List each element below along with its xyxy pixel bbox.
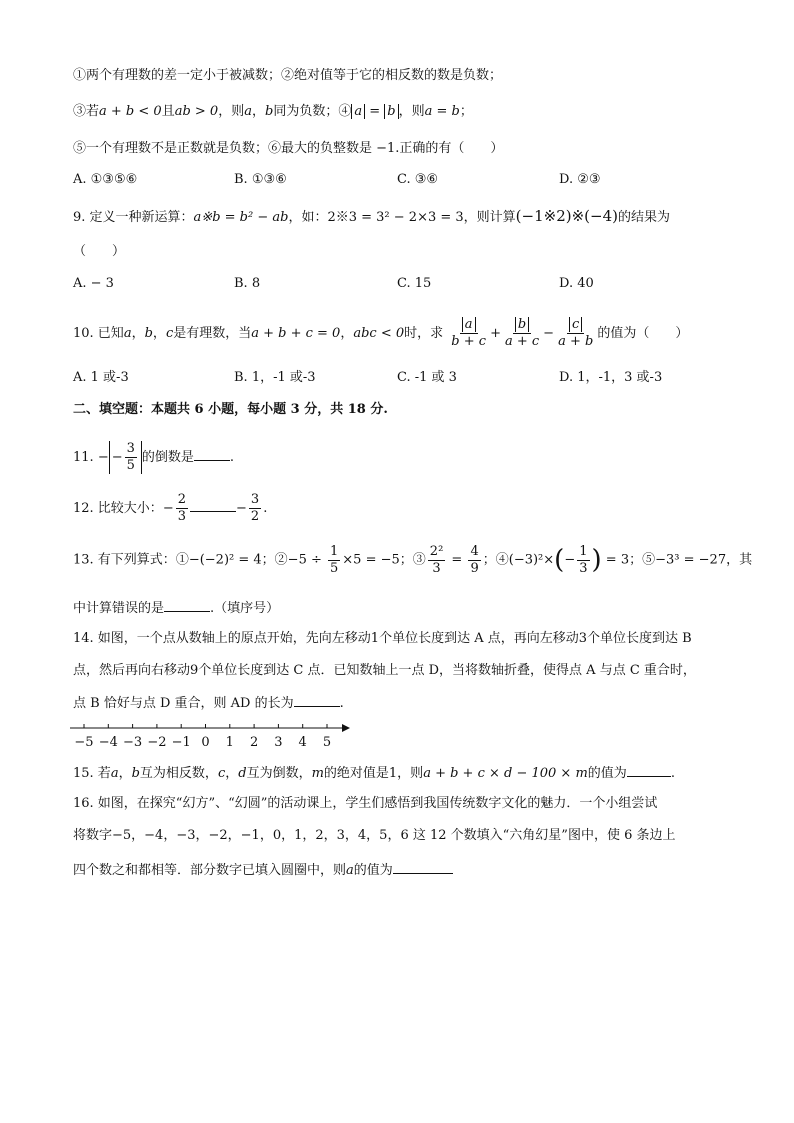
q13-fraction [428, 544, 445, 577]
q13-text: .（填序号） [210, 601, 280, 616]
section-heading: 二、填空题：本题共 6 小题，每小题 3 分，共 18 分. [73, 402, 388, 417]
q10-frac-den: a + b [558, 334, 594, 349]
q11-fraction [125, 441, 137, 474]
q15-var: c [217, 766, 226, 781]
q8-expr: a + b < 0 [99, 104, 162, 119]
q8-text: ； [459, 104, 473, 119]
q15-var: d [238, 766, 247, 781]
q10-frac-den: b + c [451, 334, 487, 349]
q13-paren-open: ( [554, 545, 565, 575]
q10-var: c [165, 326, 174, 341]
q16-line-2: 将数字−5，−4，−3，−2，−1，0，1，2，3，4，5，6 这 12 个数填入“六角幻星”图中，使 6 条边上 [73, 828, 676, 843]
q16-var: a [346, 863, 354, 878]
q15-text: 15. 若 [73, 766, 111, 781]
q13-text: ； [261, 552, 275, 568]
number-line-label: −5 [74, 735, 94, 750]
q12-line [73, 491, 267, 527]
q13-frac-num: 1 [330, 543, 339, 559]
q15-text: 互为倒数， [246, 766, 312, 781]
q10-line-1 [73, 316, 688, 352]
q15-line [73, 762, 675, 784]
q13-frac-num: 4 [470, 543, 479, 559]
q8-options [73, 170, 733, 190]
q12-answer-blank[interactable] [190, 497, 236, 512]
q11-text: 的倒数是 [141, 450, 194, 465]
q12-text: . [263, 501, 268, 516]
q13-frac-den: 9 [470, 560, 479, 576]
q15-text: . [670, 766, 675, 781]
q12-text: 12. 比较大小： [73, 501, 163, 516]
q16-text: 四个数之和都相等．部分数字已填入圆圈中，则 [73, 863, 347, 878]
q8-text: ，则 [398, 104, 425, 119]
q14-line-2: 点，然后再向右移动9个单位长度到达 C 点．已知数轴上一点 D，当将数轴折叠，使得点 A 与点 C 重合时， [73, 663, 696, 678]
q10-op: − [543, 326, 555, 341]
q9-example: 2※3 = 3² − 2×3 = 3 [327, 210, 464, 225]
q9-line-1 [73, 206, 670, 228]
q8-line-1: ①两个有理数的差一定小于被减数；②绝对值等于它的相反数的数是负数； [73, 68, 503, 83]
option-d: D. ②③ [559, 172, 601, 187]
q15-answer-blank[interactable] [627, 762, 671, 777]
q8-text: ，则 [218, 104, 245, 119]
q13-text: 中计算错误的是 [73, 601, 165, 616]
q10-fraction-2 [503, 317, 541, 350]
q11-text: 11. [73, 450, 98, 465]
q10-fraction-1 [449, 317, 488, 350]
q13-expr-3: = [447, 552, 467, 568]
q10-fraction-3 [556, 317, 595, 350]
option-a: A. 1 或-3 [73, 370, 129, 385]
q13-fraction [577, 544, 589, 577]
q16-line-3 [73, 859, 453, 881]
q13-expr-4: = 3 [601, 552, 630, 568]
q8-text: = [365, 104, 385, 119]
q13-text: ； [482, 552, 496, 568]
q10-text: ， [131, 326, 145, 341]
q10-text: 的值为（ ） [597, 326, 689, 341]
q8-var: b [265, 104, 274, 119]
option-b: B. 1，-1 或-3 [234, 370, 316, 385]
q11-line [73, 438, 234, 478]
q13-fraction [328, 544, 340, 577]
q13-expr-4: ④(−3)²× [495, 552, 555, 568]
number-line-label: 5 [322, 735, 332, 750]
q13-frac-num: 2² [429, 543, 444, 559]
q10-options [73, 368, 733, 388]
q13-line-2 [73, 597, 279, 619]
q13-expr-2: ×5 = −5 [342, 552, 400, 568]
q15-text: ， [118, 766, 132, 781]
q9-text: 的结果为 [617, 210, 670, 225]
option-d: D. 1，-1，3 或-3 [559, 370, 663, 385]
q10-text: ， [340, 326, 354, 341]
q14-answer-blank[interactable] [294, 692, 340, 707]
number-line-label: 1 [225, 735, 234, 750]
q15-text: 的值为 [587, 766, 627, 781]
number-line-figure [70, 716, 350, 752]
option-c: C. 15 [397, 276, 432, 291]
q8-text: ③若 [73, 104, 100, 119]
q12-frac-den: 3 [177, 509, 186, 524]
q12-frac-num: 3 [250, 492, 260, 507]
q13-fraction [468, 544, 480, 577]
q8-expr: a = b [424, 104, 460, 119]
q10-op: + [490, 326, 501, 341]
q9-text: ，如： [288, 210, 328, 225]
q15-var: b [131, 766, 140, 781]
q10-frac-num: a [462, 317, 476, 332]
q8-abs: b [384, 104, 398, 119]
q9-calc: (−1※2)※(−4) [515, 207, 618, 225]
q8-line-3: ⑤一个有理数不是正数就是负数；⑥最大的负整数是 −1.正确的有（ ） [73, 141, 504, 156]
q10-text: 时，求 [404, 326, 444, 341]
q13-frac-den: 5 [330, 560, 339, 576]
q13-text: ； [399, 552, 413, 568]
q11-inner-neg: − [111, 450, 123, 465]
q13-paren-close: ) [591, 545, 602, 575]
number-line-label: −1 [171, 735, 191, 750]
q15-expr: a + b + c × d − 100 × m [423, 766, 588, 781]
q11-frac-den: 5 [126, 458, 135, 473]
option-a: A. ①③⑤⑥ [73, 172, 138, 187]
q13-expr-1: ①−(−2)² = 4 [175, 552, 262, 568]
q13-expr-2: ②−5 ÷ [274, 552, 326, 568]
q9-definition: a※b = b² − ab [193, 210, 289, 225]
number-line-arrow-icon [342, 724, 350, 732]
q15-var: a [110, 766, 119, 781]
q8-abs: a [351, 104, 365, 119]
q15-text: 互为相反数， [139, 766, 218, 781]
q8-var: a [244, 104, 252, 119]
q8-text: 同为负数；④ [273, 104, 352, 119]
q9-options [73, 274, 733, 294]
q13-text: ； [629, 552, 643, 568]
q14-text: 点 B 恰好与点 D 重合，则 AD 的长为 [73, 696, 294, 711]
q16-answer-blank[interactable] [393, 859, 453, 874]
q10-var: a [123, 326, 132, 341]
option-b: B. 8 [234, 276, 261, 291]
number-line-label: −3 [123, 735, 143, 750]
q12-frac-num: 2 [177, 492, 186, 507]
q14-line-3 [73, 692, 344, 714]
q12-neg: − [236, 501, 247, 516]
q11-neg: − [97, 450, 109, 465]
q14-line-1: 14. 如图，一个点从数轴上的原点开始，先向左移动1个单位长度到达 A 点，再向左移动3个单位长度到达 B [73, 631, 692, 646]
q13-answer-blank[interactable] [164, 597, 210, 612]
q12-fraction-2 [249, 492, 261, 525]
q13-expr-3: ③ [412, 552, 426, 568]
q10-var: b [144, 326, 153, 341]
q12-neg: − [162, 501, 174, 516]
q12-frac-den: 2 [250, 509, 260, 524]
q14-text: . [339, 696, 344, 711]
number-line-label: −2 [147, 735, 167, 750]
q13-line-1 [73, 540, 752, 581]
q10-text: ， [152, 326, 166, 341]
q16-text: 的值为 [353, 863, 393, 878]
q8-expr: ab > 0 [174, 104, 219, 119]
q13-frac-den: 3 [579, 560, 588, 576]
number-line-label: 0 [201, 735, 210, 750]
q13-frac-den: 3 [432, 560, 441, 576]
option-a: A. − 3 [73, 276, 114, 291]
q13-frac-num: 1 [579, 543, 588, 559]
number-line-label: 4 [298, 735, 307, 750]
q13-text: ，其 [726, 552, 753, 568]
q11-frac-num: 3 [126, 441, 135, 456]
q15-text: ， [225, 766, 239, 781]
q11-abs [109, 441, 142, 474]
number-line-label: 2 [249, 735, 259, 750]
number-line-label: −4 [98, 735, 118, 750]
q10-cond: a + b + c = 0 [251, 326, 341, 341]
number-line-label: 3 [274, 735, 283, 750]
q13-text: 13. 有下列算式： [73, 552, 176, 568]
q16-line-1: 16. 如图，在探究“幻方”、“幻圆”的活动课上，学生们感悟到我国传统数字文化的魅力．一个小组尝试 [73, 796, 658, 811]
q10-text: 是有理数，当 [173, 326, 252, 341]
option-c: C. ③⑥ [397, 172, 439, 187]
q13-expr-5: ⑤−3³ = −27 [642, 552, 727, 568]
option-c: C. -1 或 3 [397, 370, 457, 385]
q9-paren: （ ） [73, 244, 126, 259]
q12-fraction-1 [176, 492, 188, 525]
q9-text: ，则计算 [463, 210, 516, 225]
q10-frac-num: b [515, 317, 529, 332]
q11-text: . [229, 450, 235, 465]
q10-frac-den: a + c [504, 334, 540, 349]
q9-text: 9. 定义一种新运算： [73, 210, 194, 225]
q13-neg: − [564, 552, 576, 568]
q11-answer-blank[interactable] [194, 446, 230, 461]
q15-text: 的绝对值是1，则 [323, 766, 424, 781]
q8-text: 且 [161, 104, 175, 119]
option-b: B. ①③⑥ [234, 172, 287, 187]
q15-var: m [311, 766, 324, 781]
q8-line-2 [73, 102, 473, 122]
q10-text: 10. 已知 [73, 326, 124, 341]
q10-frac-num: c [569, 317, 582, 332]
option-d: D. 40 [559, 276, 594, 291]
q10-cond: abc < 0 [353, 326, 405, 341]
q8-text: ， [252, 104, 266, 119]
